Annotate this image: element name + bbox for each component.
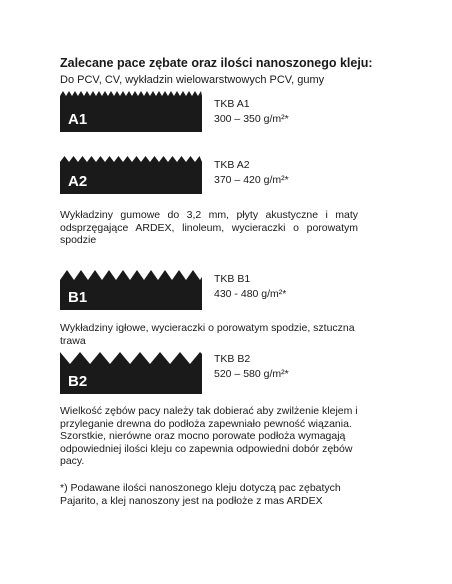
trowel-b2-image <box>60 348 202 394</box>
trowel-a1-amount: 300 – 350 g/m²* <box>214 113 289 125</box>
trowel-b2-amount: 520 – 580 g/m²* <box>214 368 289 380</box>
trowel-a2-amount: 370 – 420 g/m²* <box>214 174 289 186</box>
rubber-flooring-paragraph: Wykładziny gumowe do 3,2 mm, płyty akustyczne i maty odsprzęgające ARDEX, linoleum, wycieraczki o porowatym spodzie <box>60 209 358 246</box>
trowel-a1-label: A1 <box>68 111 88 128</box>
trowel-b1-label: B1 <box>68 289 88 306</box>
trowel-b2-info <box>214 352 289 382</box>
trowel-b1-info <box>214 272 286 302</box>
trowel-a2-info <box>214 158 289 188</box>
trowel-a2-label: A2 <box>68 173 88 190</box>
trowel-b1-image <box>60 266 202 310</box>
needle-flooring-paragraph: Wykładziny igłowe, wycieraczki o porowatym spodzie, sztuczna trawa <box>60 322 355 347</box>
trowel-a1-image <box>60 88 202 132</box>
trowel-a1-info <box>214 97 289 127</box>
trowel-a2-image <box>60 152 202 194</box>
footnote: *) Podawane ilości nanoszonego kleju dotyczą pac zębatych Pajarito, a klej nanoszony jest na podłoże z mas ARDEX <box>60 482 341 507</box>
teeth-size-paragraph: Wielkość zębów pacy należy tak dobierać aby zwilżenie klejem i przyleganie drewna do podłoża zapewniało pewność wiązania. Szorstkie, nierówne oraz mocno porowate podłoża wymagają odpowiedniej ilości kleju co zapewnia odpowiedni dobór zębów pacy. <box>60 405 358 467</box>
trowel-b1-amount: 430 - 480 g/m²* <box>214 288 287 300</box>
trowel-a2-name: TKB A2 <box>214 159 250 171</box>
trowel-b2-name: TKB B2 <box>214 353 251 365</box>
page-heading: Zalecane pace zębate oraz ilości nanoszonego kleju: <box>60 56 373 70</box>
trowel-a1-name: TKB A1 <box>214 98 250 110</box>
trowel-b2-label: B2 <box>68 373 88 390</box>
intro-line: Do PCV, CV, wykładzin wielowarstwowych PCV, gumy <box>60 74 325 86</box>
trowel-b1-name: TKB B1 <box>214 273 251 285</box>
